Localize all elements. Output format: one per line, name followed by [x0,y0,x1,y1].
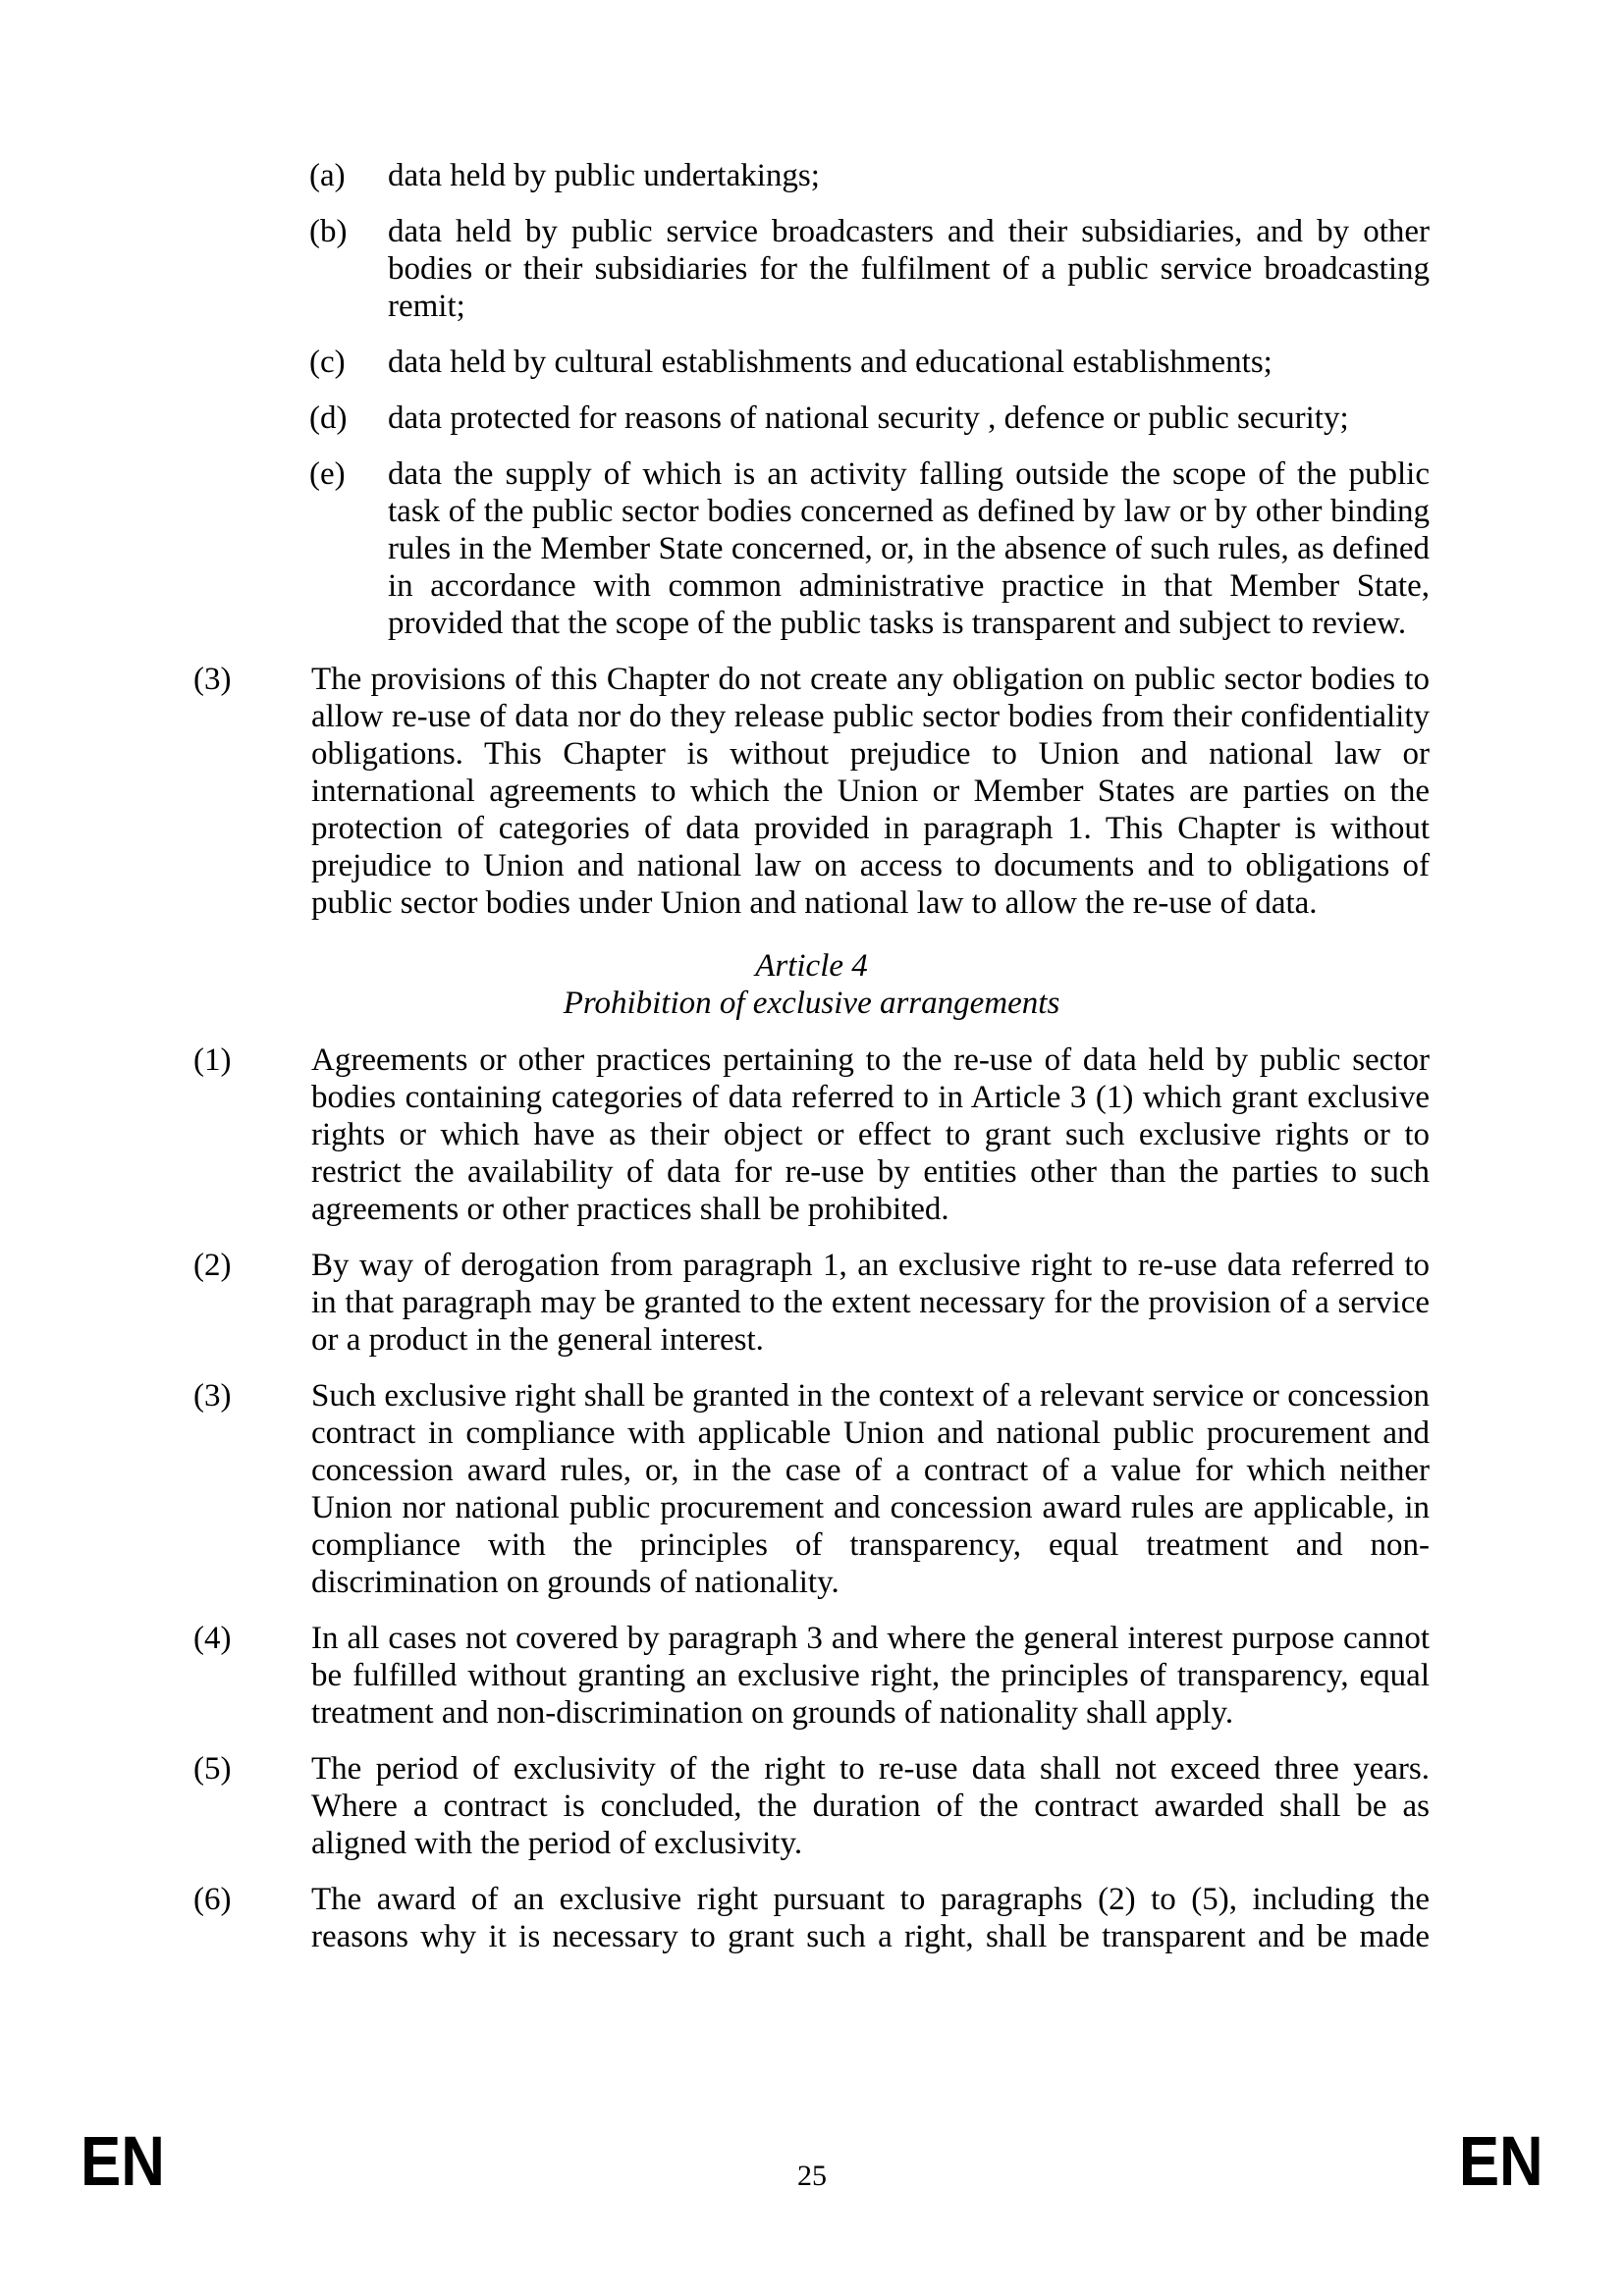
list-item-text: data protected for reasons of national security , defence or public security; [388,400,1349,436]
article-paragraph-5 [193,1750,1430,1862]
list-item-text: data held by cultural establishments and educational establishments; [388,345,1272,380]
paragraph-number: (3) [193,662,232,697]
paragraph-number: (6) [193,1882,232,1917]
list-item-d [309,400,1430,437]
paragraph-number: (1) [193,1042,232,1078]
paragraph-number: (3) [193,1378,232,1414]
list-item-label: (d) [309,400,348,436]
paragraph-number: (5) [193,1751,232,1787]
list-item-text: data the supply of which is an activity falling outside the scope of the public task of the public sector bodies concerned as defined by law or by other binding rules in the Member State concerned, or, in the absence of such rules, as defined in accordance with common administrative practice in that Member State, provided that the scope of the public tasks is transparent and subject to review. [388,456,1430,641]
list-item-label: (e) [309,456,346,492]
list-item-b [309,213,1430,325]
list-item-e [309,455,1430,642]
list-item-c [309,344,1430,381]
paragraph-text: The provisions of this Chapter do not create any obligation on public sector bodies to allow re-use of data nor do they release public sector bodies from their confidentiality obligations. This Chapter is without prejudice to Union and national law or international agreements to which the Union or Member States are parties on the protection of categories of data provided in paragraph 1. This Chapter is without prejudice to Union and national law on access to documents and to obligations of public sector bodies under Union and national law to allow the re-use of data. [311,662,1430,921]
article-title: Prohibition of exclusive arrangements [563,986,1060,1021]
footer-language-marker-left: EN [81,2123,165,2201]
paragraph-text: Agreements or other practices pertaining to the re-use of data held by public sector bodies containing categories of data referred to in Article 3 (1) which grant exclusive rights or which have as their object or effect to grant such exclusive rights or to restrict the availability of data for re-use by entities other than the parties to such agreements or other practices shall be prohibited. [311,1042,1430,1227]
list-item-label: (c) [309,345,346,380]
list-item-text: data held by public undertakings; [388,158,820,193]
article-paragraph-3 [193,1377,1430,1601]
paragraph-text: In all cases not covered by paragraph 3 and where the general interest purpose cannot be fulfilled without granting an exclusive right, the principles of transparency, equal treatment and non-discrimination on grounds of nationality shall apply. [311,1621,1430,1731]
paragraph-text: The award of an exclusive right pursuant to paragraphs (2) to (5), including the reasons why it is necessary to grant such a right, shall be transparent and be made [311,1882,1430,1954]
article-paragraph-2 [193,1247,1430,1359]
article-heading [193,947,1430,1022]
article-number: Article 4 [755,948,868,984]
article-paragraph-1 [193,1041,1430,1228]
list-item-a [309,157,1430,194]
chapter-paragraph-3 [193,661,1430,922]
paragraph-text: The period of exclusivity of the right to re-use data shall not exceed three years. Where a contract is concluded, the duration of the contract awarded shall be as aligned with the period of exclusivity. [311,1751,1430,1861]
list-item-label: (a) [309,158,346,193]
paragraph-text: By way of derogation from paragraph 1, an exclusive right to re-use data referred to in that paragraph may be granted to the extent necessary for the provision of a service or a product in the general interest. [311,1248,1430,1358]
list-item-text: data held by public service broadcasters and their subsidiaries, and by other bodies or their subsidiaries for the fulfilment of a public service broadcasting remit; [388,214,1430,324]
article-paragraph-6 [193,1881,1430,1955]
footer-page-number: 25 [797,2160,827,2192]
paragraph-text: Such exclusive right shall be granted in the context of a relevant service or concession contract in compliance with applicable Union and national public procurement and concession award rules, or, in the case of a contract of a value for which neither Union nor national public procurement and concession award rules are applicable, in compliance with the principles of transparency, equal treatment and non-discrimination on grounds of nationality. [311,1378,1430,1600]
footer-language-marker-right: EN [1459,2123,1543,2201]
page-content [193,157,1430,1974]
article-paragraph-4 [193,1620,1430,1732]
list-item-label: (b) [309,214,348,249]
paragraph-number: (4) [193,1621,232,1656]
paragraph-number: (2) [193,1248,232,1283]
